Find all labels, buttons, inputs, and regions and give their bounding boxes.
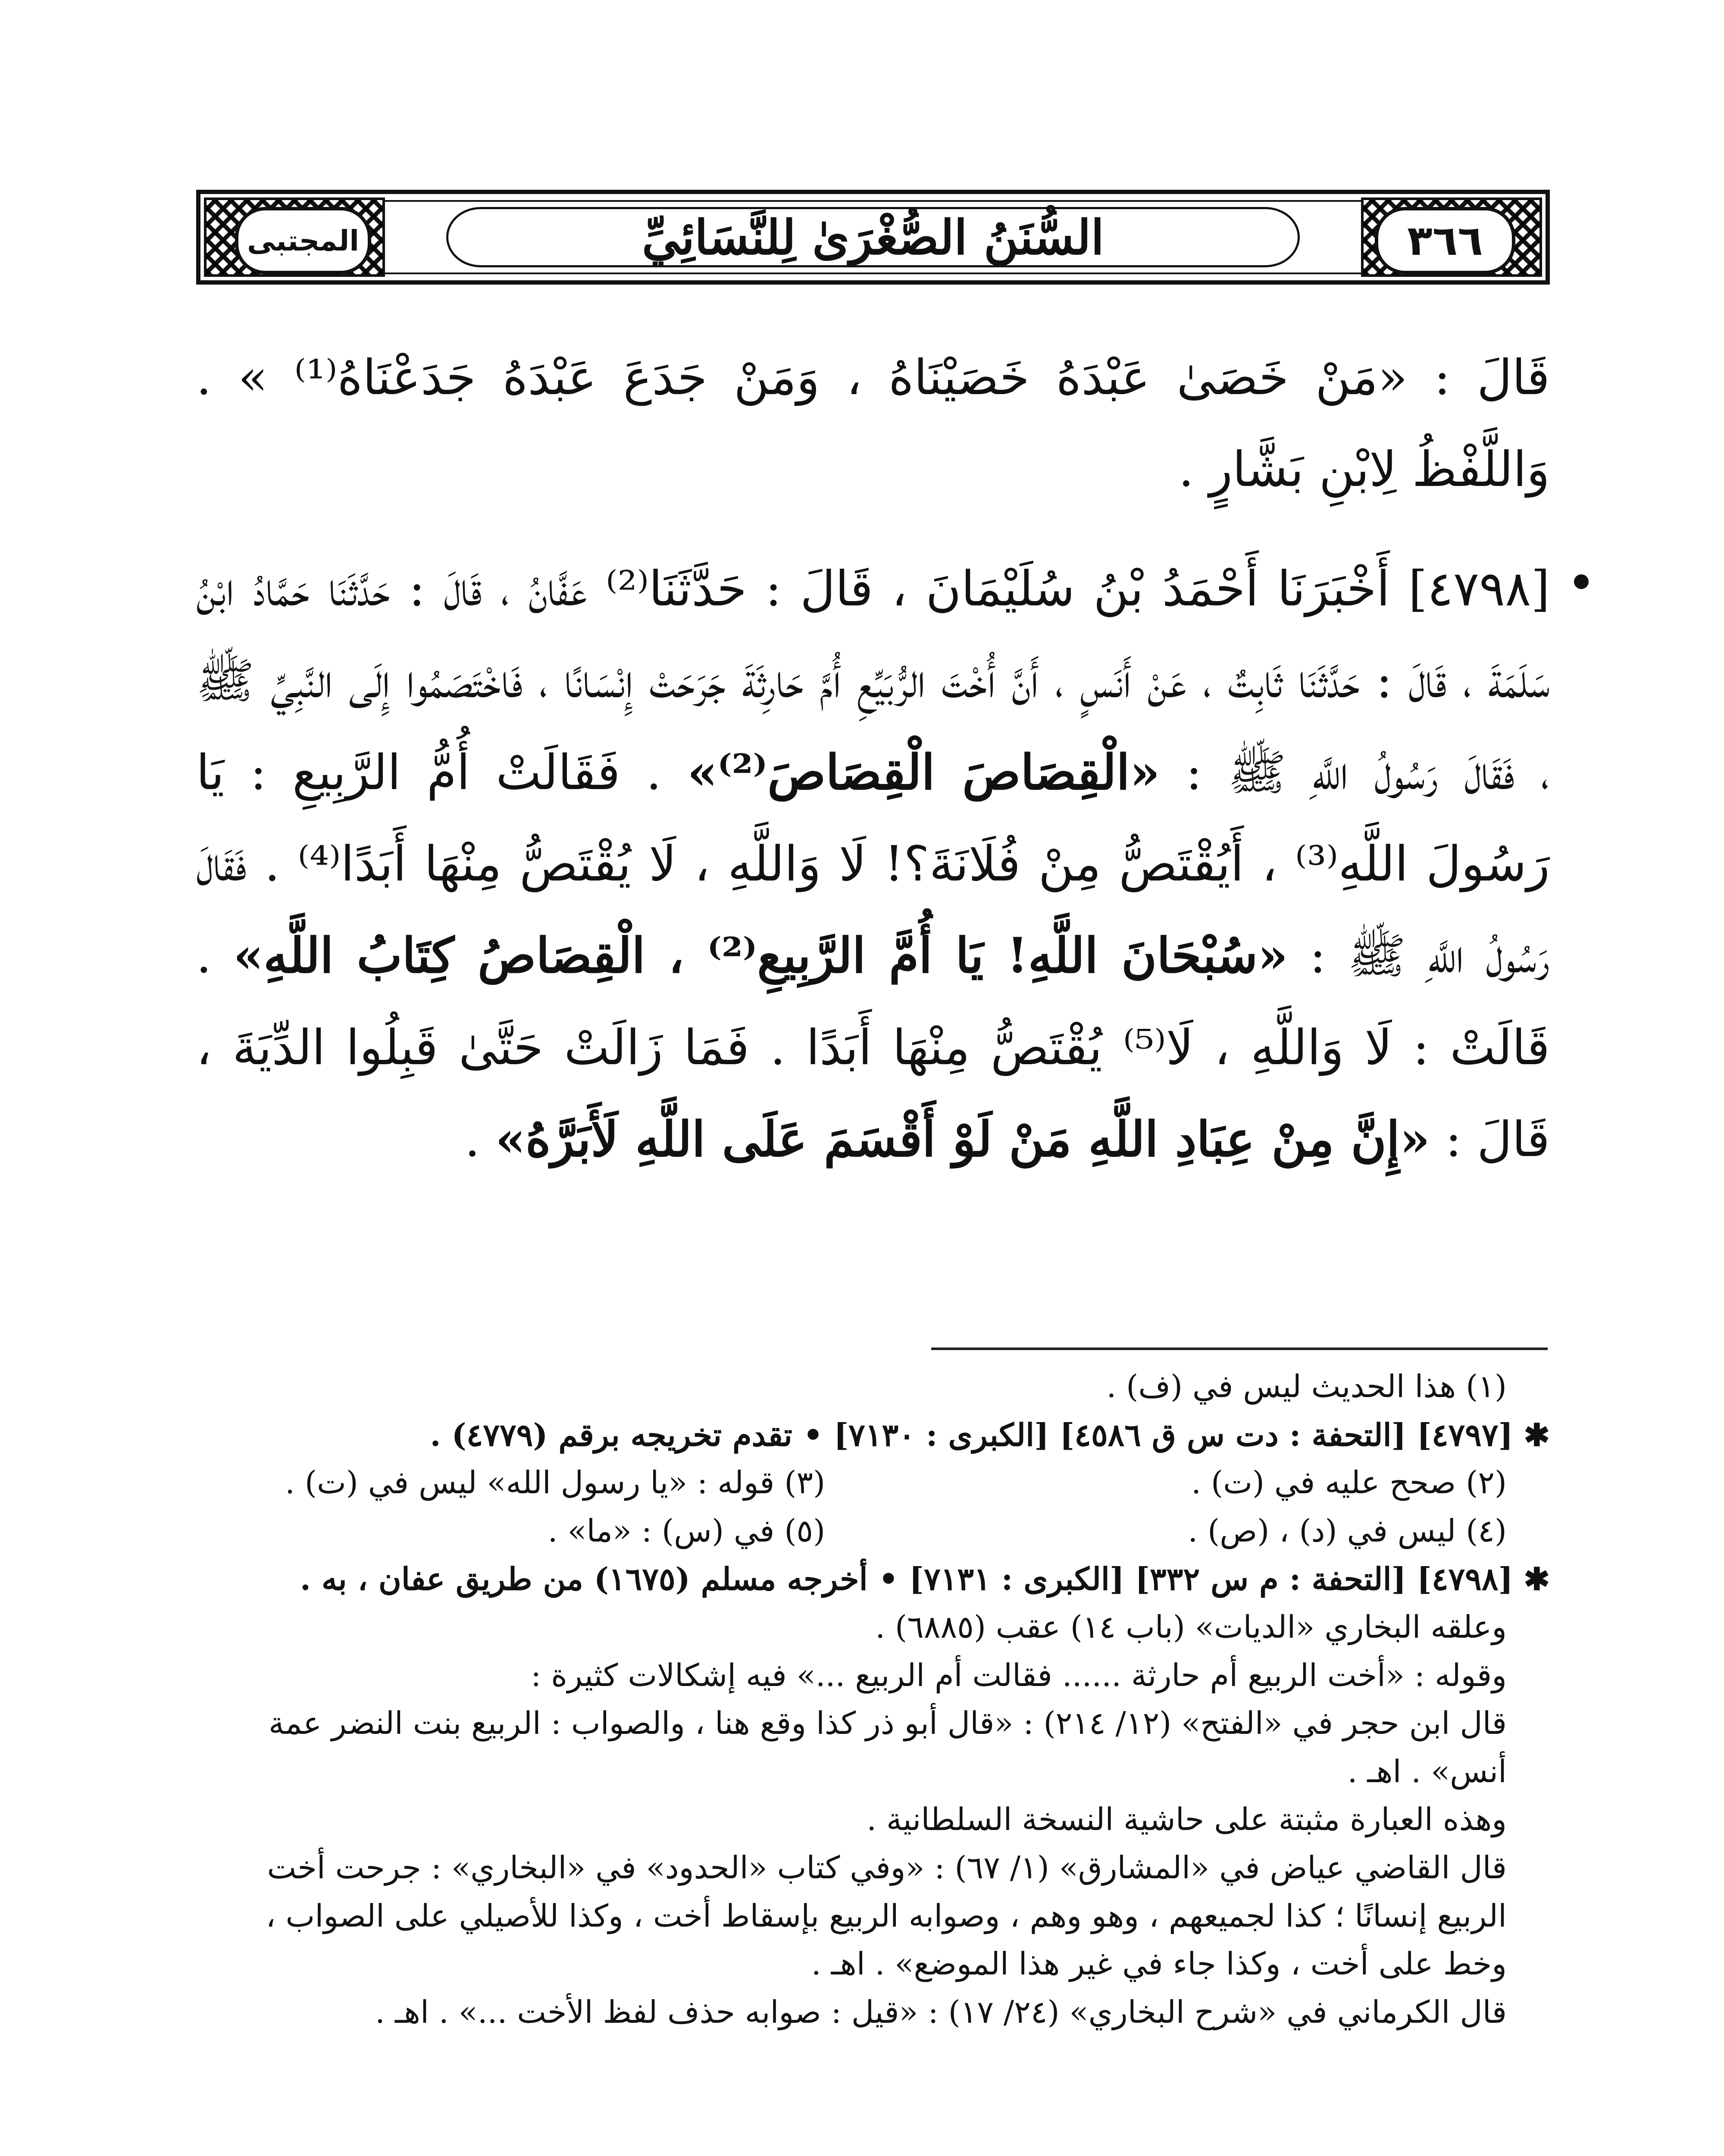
footnotes-row-1: [196, 1459, 1550, 1507]
footnote-4: (٤) ليس في (د) ، (ص) .: [1188, 1512, 1507, 1549]
takhrij-4797: ✱ [٤٧٩٧] [التحفة : دت س ق ٤٥٨٦] [الكبرى : ٧١٣٠] • تقدم تخريجه برقم (٤٧٧٩) .: [430, 1416, 1550, 1453]
page-number: ٣٦٦: [1375, 207, 1515, 274]
title-box: [399, 197, 1347, 277]
footnotes-row-2: [196, 1507, 1550, 1555]
takhrij-text: [٤٧٩٨] [التحفة : م س ٣٣٢] [الكبرى : ٧١٣١] • أخرجه مسلم (١٦٧٥) من طريق عفان ، به .: [300, 1561, 1513, 1598]
footnotes: [196, 1363, 1550, 2036]
prophet-quote-1: «الْقِصَاصَ الْقِصَاصَ⁽²⁾»: [687, 744, 1160, 801]
main-paragraph-1: [196, 332, 1550, 516]
footnote-separator: [931, 1348, 1548, 1350]
commentary-line: قال الكرماني في «شرح البخاري» (٢٤/ ١٧) : «قيل : صوابه حذف لفظ الأخت ...» . اهـ .: [375, 1993, 1507, 2030]
footnote-1: (١) هذا الحديث ليس في (ف) .: [1106, 1368, 1507, 1404]
hadith-text: .: [464, 1111, 495, 1168]
prophet-quote-3: «إِنَّ مِنْ عِبَادِ اللَّهِ مَنْ لَوْ أَقْسَمَ عَلَى اللَّهِ لَأَبَرَّهُ»: [495, 1111, 1430, 1168]
takhrij-text: [٤٧٩٧] [التحفة : دت س ق ٤٥٨٦] [الكبرى : ٧١٣٠] • تقدم تخريجه برقم (٤٧٧٩) .: [430, 1416, 1513, 1453]
footnote-2: (٢) صحح عليه في (ت) .: [1191, 1464, 1507, 1501]
prophet-quote-2: «سُبْحَانَ اللَّهِ! يَا أُمَّ الرَّبِيعِ⁽²⁾ ، الْقِصَاصُ كِتَابُ اللَّهِ»: [233, 928, 1288, 984]
commentary-line: وهذه العبارة مثبتة على حاشية النسخة السلطانية .: [867, 1801, 1507, 1838]
commentary-line: قال القاضي عياض في «المشارق» (١/ ٦٧) : «وفي كتاب «الحدود» في «البخاري» : جرحت أخت الربيع إنسانًا ؛ كذا لجميعهم ، وهو وهم ، وصوابه الربيع بإسقاط أخت ، وكذا للأصيلي على الصواب ، وخط على أخت ، وكذا جاء في غير هذا الموضع» . اهـ .: [266, 1849, 1507, 1982]
footnote-3: (٣) قوله : «يا رسول الله» ليس في (ت) .: [285, 1464, 826, 1501]
hadith-text: [٤٧٩٨] أَخْبَرَنَا أَحْمَدُ بْنُ سُلَيْمَانَ ، قَالَ : حَدَّثَنَا⁽²⁾ عَفَّانُ ، قَالَ : حَدَّثَنَا حَمَّادُ ابْنُ سَلَمَةَ ، قَالَ : حَدَّثَنَا ثَابِتٌ ، عَنْ أَنَسٍ ، أَنَّ أُخْتَ الرُّبَيِّعِ أُمَّ حَارِثَةَ جَرَحَتْ إِنْسَانًا ، فَاخْتَصَمُوا إِلَى النَّبِيِّ ﷺ ، فَقَالَ رَسُولُ اللَّهِ ﷺ :: [196, 561, 1550, 801]
footnote-5: (٥) في (س) : «ما» .: [548, 1512, 826, 1549]
hadith-text: . قَالَتْ : لَا وَاللَّهِ ، لَا⁽⁵⁾ يُقْتَصُّ مِنْهَا أَبَدًا . فَمَا زَالَتْ حَتَّىٰ قَبِلُوا الدِّيَةَ ، قَالَ :: [196, 928, 1550, 1168]
paragraph-text: قَالَ : «مَنْ خَصَىٰ عَبْدَهُ خَصَيْنَاهُ ، وَمَنْ جَدَعَ عَبْدَهُ جَدَعْنَاهُ⁽¹⁾ » . وَاللَّفْظُ لِابْنِ بَشَّارٍ .: [196, 350, 1550, 498]
commentary-line: وعلقه البخاري «الديات» (باب ١٤) عقب (٦٨٨٥) .: [875, 1608, 1507, 1645]
commentary-line: وقوله : «أخت الربيع أم حارثة ...... فقالت أم الربيع ...» فيه إشكالات كثيرة :: [531, 1657, 1507, 1693]
takhrij-4798: ✱ [٤٧٩٨] [التحفة : م س ٣٣٢] [الكبرى : ٧١٣١] • أخرجه مسلم (١٦٧٥) من طريق عفان ، به .: [300, 1561, 1550, 1598]
hadith-4798: [196, 543, 1550, 1186]
hadith-text: . فَقَالَتْ أُمُّ الرَّبِيعِ : يَا رَسُولَ اللَّهِ⁽³⁾ ، أَيُقْتَصُّ مِنْ فُلَانَةَ؟! لَا وَاللَّهِ ، لَا يُقْتَصُّ مِنْهَا أَبَدًا⁽⁴⁾ . فَقَالَ رَسُولُ اللَّهِ ﷺ :: [196, 744, 1550, 984]
page-header: [196, 190, 1550, 285]
bullet-icon: [1574, 574, 1589, 589]
collection-name: المجتبى: [235, 207, 371, 274]
commentary-line: قال ابن حجر في «الفتح» (١٢/ ٢١٤) : «قال أبو ذر كذا وقع هنا ، والصواب : الربيع بنت النضر عمة أنس» . اهـ .: [268, 1705, 1507, 1789]
page-title: السُّنَنُ الصُّغْرَىٰ لِلنَّسَائِيِّ: [641, 209, 1104, 265]
